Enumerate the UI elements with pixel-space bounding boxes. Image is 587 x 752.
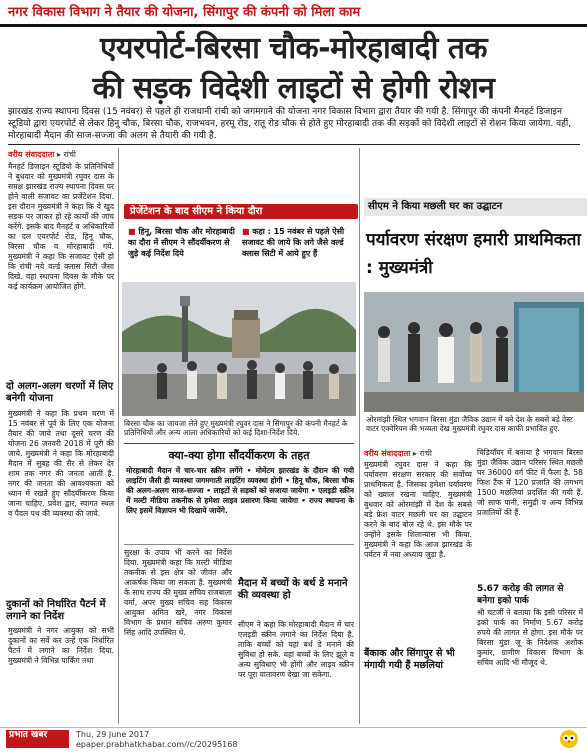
right-col-b: चिड़ियाँघर में बनाया है भगवान बिरसा मुंडा जैविक उद्यान परिसर स्थित मछली घर 36000 वर्ग फीट में फैला है. 58 फिश टैंक में 120 प्रजाति की लगभग 1500 मछलियां प्रदर्शित की गयी हैं. जो साफ पानी, समुद्री व अन्य विभिन्न प्रजातियों की हैं. [477,448,583,517]
right-col-a-more [364,680,472,724]
mid-col-a: सुरक्षा के उपाय भी करने का निर्देश दिया. मुख्यमंत्री कहा कि मल्टी मीडिया तकनीक से इस क्षेत्र को जीवंत और आकर्षक किया जा सकता है. मुख्यमंत्री के साथ राज्य की मुख्य सचिव राजबाला वर्मा, अपर मुख्य सचिव सह विकास आयुक्त अमित खरे, नगर विकास विभाग के प्रधान सचिव अरुण कुमार सिंह आदि उपस्थित थे. [124,548,232,637]
mid-col-b-subhead: मैदान में बच्चों के बर्थ डे मनाने की व्यवस्था हो [238,578,348,601]
divider [124,544,354,545]
col-separator [359,148,360,724]
mid-banner: प्रेजेंटेशन के बाद सीएम ने किया दौरा [124,204,358,219]
right-byline: वरीय संवाददाता ▸ रांची [364,449,432,458]
right-col-b-2: श्री चटर्जी ने बताया कि इसी परिसर में इको पार्क का निर्माण 5.67 करोड़ रुपये की लागत से होगा. इस मौके पर बिरसा मुंडा जू के निदेशक अशोक कुमार, ग्रामीण विकास विभाग के सचिव आदि भी मौजूद थे. [477,608,583,667]
mid-section-title: क्या-क्या होगा सौंदर्यीकरण के तहत [168,449,310,462]
right-banner-text: सीएम ने किया मछली घर का उद्घाटन [368,201,503,212]
right-byline-place: रांची [419,449,432,458]
mid-box-1-text: हिनू, बिरसा चौक और मोरहाबादी का दौरा में सीएम ने सौंदर्यीकरण से जुड़े कई निर्देश दिये [128,227,235,258]
bullet-icon: ■ [128,227,136,236]
owl-glyph [560,730,578,748]
kicker-bar [0,0,587,24]
kicker: नगर विकास विभाग ने तैयार की योजना, सिंगापुर की कंपनी को मिला काम [8,5,361,20]
right-banner [364,198,587,216]
section-rule [124,443,354,444]
left-para-1: मैनहर्ट डिजाइन स्टूडियो के प्रतिनिधियों ने बुधवार को मुख्यमंत्री रघुवर दास के समक्ष झारखंड राज्य स्थापना दिवस पर होने वाली सजावट का प्रजेंटेशन दिया. इस दौरान मुख्यमंत्री ने कहा कि वे खुद सड़क पर जाकर हो रहे कार्यों की जांच करेंगे. इसके बाद मैनहर्ट व अधिकारियों का दल एयरपोर्ट रोड, हिनू चौक, बिरसा चौक व मोरहाबादी गये. मुख्यमंत्री ने कहा कि सजावट ऐसी हो कि रांची नये वर्ल्ड क्लास सिटी जैसा दिखे. वहां स्थापना दिवस के मौके पर कई कार्यक्रम आयोजित होंगे. [8,162,114,291]
footer-date: Thu, 29 June 2017 [76,730,150,739]
mid-points: मोरहाबादी मैदान में चार-चार स्क्रीन लगेंगे • मोमेंटम झारखंड के दौरान की गयी लाइटिंग जैसी ही व्यवस्था जगमगाती लाइटिंग व्यवस्था होगी • हिनू चौक, बिरसा चौक की अलग-अलग साज-सज्जा • लाइटों से सड़कों को सजाया जायेगा • एलइडी स्क्रीन में मल्टी मीडिया तकनीक से हमेशा लाइव प्रसारण किया जायेगा • राज्य स्थापना के लिए इसमें विज्ञापन भी दिखाये जायेंगे. [126,466,354,515]
brand-name: प्रभात खबर [9,730,48,740]
footer [0,727,587,751]
mid-box-2 [242,226,350,259]
mid-photo-caption: बिरसा चौक का जायजा लेते हुए मुख्यमंत्री रघुवर दास ने सिंगापुर की कंपनी मैनहर्ट के प्रतिनिधियों और अन्य आला अधिकारियों को कई दिशा-निर्देश दिये. [124,419,348,437]
aquarium-photo [364,292,584,412]
right-photo-caption: ओरमांझी स्थित भगवान बिरसा मुंडा जैविक उद्यान में बने देश के सबसे बड़े वेस्ट वाटर एक्वेरियम की भव्यता देख मुख्यमंत्री रघुवर दास काफी प्रभावित हुए. [366,415,573,433]
mid-box-1 [128,226,236,259]
right-byline-name: वरीय संवाददाता [364,449,411,458]
left-subhead-1: दो अलग-अलग चरणों में लिए बनेगी योजना [6,381,114,404]
main-headline [0,29,587,109]
photo-illustration [364,292,584,412]
headline-line-2: की सड़क विदेशी लाइटों से होगी रोशन [92,71,495,106]
bullet-icon: ■ [242,227,250,236]
mid-col-b: सीएम ने कहा कि मोरहाबादी मैदान में चार एलइडी स्क्रीन लगाने का निर्देश दिया है. ताकि बच्चों को यहां बर्थ डे मनाने की सुविधा हो सके. यहां बच्चों के लिए झूले व अन्य सुविधाएं भी होंगी और लाइव स्क्रीन पर पूरा वातावरण देखा जा सकेगा. [238,620,354,679]
right-col-a: मुख्यमंत्री रघुवर दास ने कहा कि पर्यावरण संरक्षण सरकार की सर्वोच्च प्राथमिकता है. जिसका हमेशा पर्यावरण को ख्याल रखना चाहिए. मुख्यमंत्री बुधवार को ओरमांझी में देश के सबसे बड़े फ्रेश वाटर मछली घर का उद्घाटन करने के बाद बोल रहे थे. इस मौके पर उन्होंने इसके शिलान्यास भी किया. मुख्यमंत्री ने कहा कि आज झारखंड के पर्यटन में नया अध्याय जुड़ा है. [364,460,472,559]
intro-paragraph: झारखंड राज्य स्थापना दिवस (15 नवंबर) से पहले ही राजधानी रांची को जगमगाने की योजना नगर विकास विभाग द्वारा तैयार की गयी है. सिंगापुर की कंपनी मैनहर्ट डिजाइन स्टूडियो द्वारा एयरपोर्ट से लेकर हिनू चौक, बिरसा चौक, राजभवन, हरमू रोड, रातू रोड चौक से होते हुए मोरहाबादी तक की सड़कों को विदेशी लाइटों से रोशन किया जायेगा. वहीं, मोरहाबादी मैदान की साज-सज्जा की अलग से तैयारी की गयी है. [8,107,572,141]
right-headline: पर्यावरण संरक्षण हमारी प्राथमिकता : मुख्यमंत्री [366,230,581,278]
owl-icon [560,730,578,748]
top-rule [0,24,587,27]
right-col-a-subhead: बैंकाक और सिंगापुर से भी मंगायी गयी हैं मछलियां [364,648,455,671]
right-col-b-subhead: 5.67 करोड़ की लागत से बनेगा इको पार्क [477,584,564,606]
headline-line-1: एयरपोर्ट-बिरसा चौक-मोरहाबादी तक [100,31,487,66]
col-separator [118,148,119,724]
left-para-2: मुख्यमंत्री ने कहा कि प्रथम चरण में 15 नवंबर से पूर्व के लिए एक योजना तैयार की जाये तथा दूसरे चरण की योजना 26 जनवरी 2018 में पूरी की जाये. मुख्यमंत्री ने कहा कि मोरहाबादी मैदान में सुबह की सैर से लेकर देर शाम तक नगर की जनता आती है. नगर की जनता की आवश्यकता को ध्यान में रखते हुए सौंदर्यीकरण किया जाना चाहिए. प्रवेश द्वार, स्वागत स्थल व पैदल पथ की व्यवस्था की जाये. [8,409,114,518]
left-para-3: मुख्यमंत्री ने नगर आयुक्त को सभी दुकानों का सर्वे कर उन्हें एक निर्धारित पैटर्न में लगाने का निर्देश दिया. मुख्यमंत्री ने विभिन्न पार्किंग तथा [8,626,114,665]
birsa-chowk-photo [122,282,356,416]
byline-name: वरीय संवाददाता [8,150,55,159]
divider [8,144,580,145]
brand-logo [6,730,69,748]
left-subhead-2: दुकानों को निर्धारित पैटर्न में लगाने का निर्देश [6,599,106,622]
footer-url[interactable]: epaper.prabhatkhabar.com//c/20295168 [76,740,238,749]
byline: वरीय संवाददाता ▸ रांची [8,150,76,159]
byline-place: रांची [63,150,76,159]
mid-box-2-text: कहा : 15 नवंबर से पहले ऐसी सजावट की जाये कि लगे जैसे वर्ल्ड क्लास सिटी में आये हुए हैं [242,227,345,258]
photo-illustration [122,282,356,416]
